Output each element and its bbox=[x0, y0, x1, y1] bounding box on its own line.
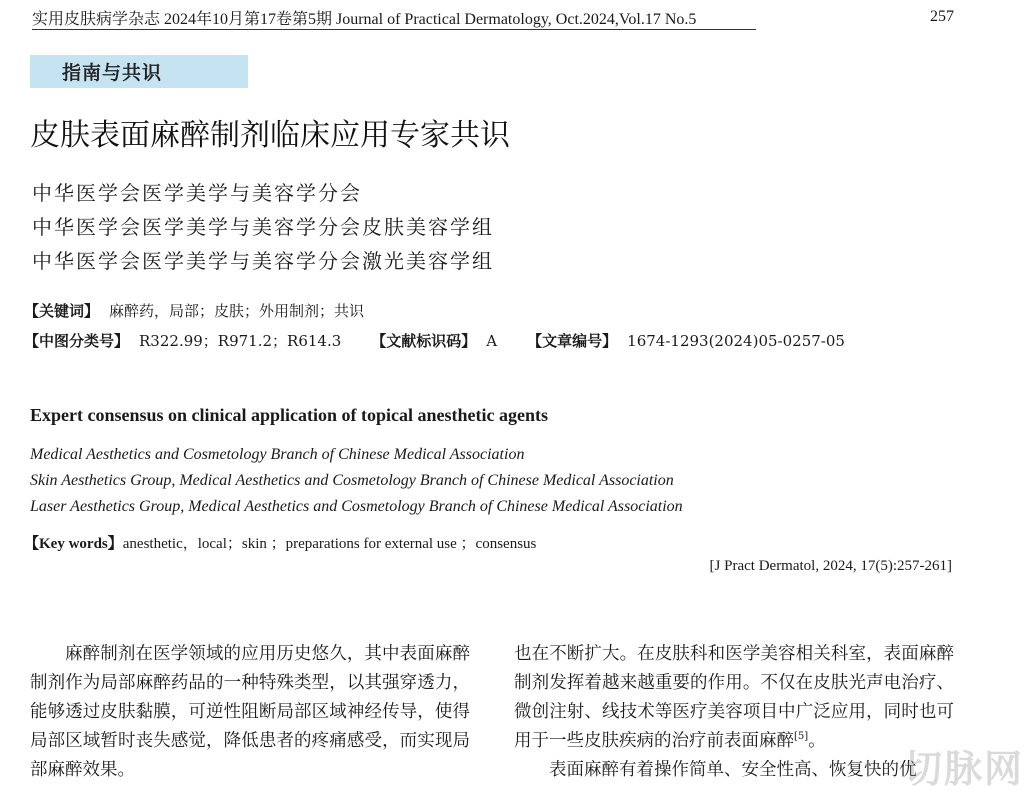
article-no-value: 1674-1293(2024)05-0257-05 bbox=[627, 332, 845, 350]
doc-code-value: A bbox=[486, 332, 498, 350]
body-text-end: 。 bbox=[808, 731, 826, 751]
journal-info: 实用皮肤病学杂志 2024年10月第17卷第5期 Journal of Practical Dermatology, Oct.2024,Vol.17 No.5 bbox=[32, 11, 697, 28]
body-text: 也在不断扩大。在皮肤科和医学美容相关科室，表面麻醉制剂发挥着越来越重要的作用。不仅在皮肤光声电治疗、微创注射、线技术等医疗美容项目中广泛应用，同时也可用于一些皮肤疾病的治疗前表面麻醉 bbox=[514, 644, 954, 751]
author-cn-line: 中华医学会医学美学与美容学分会皮肤美容学组 bbox=[32, 215, 494, 239]
article-no-label: 【文章编号】 bbox=[527, 332, 618, 350]
header-rule bbox=[32, 29, 756, 30]
keywords-en-label: 【Key words】 bbox=[24, 536, 123, 552]
category-badge: 指南与共识 bbox=[30, 55, 248, 88]
keywords-label: 【关键词】 bbox=[24, 302, 100, 320]
journal-header bbox=[32, 6, 954, 30]
page-number: 257 bbox=[930, 8, 954, 25]
body-paragraph: 麻醉制剂在医学领域的应用历史悠久，其中表面麻醉制剂作为局部麻醉药品的一种特殊类型，以其强穿透力，能够透过皮肤黏膜，可逆性阻断局部区域神经传导，使得局部区域暂时丧失感觉，降低患者的疼痛感受，而实现局部麻醉效果。 bbox=[30, 644, 470, 780]
classification-label: 【中图分类号】 bbox=[24, 332, 130, 350]
body-column-left bbox=[30, 640, 470, 785]
citation: [J Pract Dermatol, 2024, 17(5):257-261] bbox=[709, 558, 952, 574]
author-en-line: Medical Aesthetics and Cosmetology Branch of Chinese Medical Association bbox=[30, 446, 525, 463]
authors-en bbox=[30, 442, 683, 520]
body-paragraph: 表面麻醉有着操作简单、安全性高、恢复快的优 bbox=[549, 760, 917, 780]
site-watermark: 切脉网 bbox=[903, 747, 1024, 790]
author-cn-line: 中华医学会医学美学与美容学分会 bbox=[32, 181, 362, 205]
reference-marker[interactable]: [5] bbox=[794, 731, 809, 743]
classification-value: R322.99；R971.2；R614.3 bbox=[139, 332, 342, 350]
body-column-right bbox=[514, 640, 954, 785]
keywords-en-value: anesthetic，local；skin ；preparations for external use ；consensus bbox=[122, 536, 537, 552]
keywords-value: 麻醉药，局部；皮肤；外用制剂；共识 bbox=[109, 302, 365, 320]
author-en-line: Laser Aesthetics Group, Medical Aesthetics and Cosmetology Branch of Chinese Medical Association bbox=[30, 498, 683, 515]
doc-code-label: 【文献标识码】 bbox=[371, 332, 477, 350]
author-cn-line: 中华医学会医学美学与美容学分会激光美容学组 bbox=[32, 249, 494, 273]
keywords-en bbox=[24, 532, 536, 553]
body-paragraph bbox=[514, 640, 954, 756]
article-title-cn: 皮肤表面麻醉制剂临床应用专家共识 bbox=[30, 118, 510, 153]
classification-row bbox=[24, 330, 845, 351]
keywords-cn bbox=[24, 300, 364, 321]
article-title-en: Expert consensus on clinical application of topical anesthetic agents bbox=[30, 405, 549, 425]
author-en-line: Skin Aesthetics Group, Medical Aesthetics and Cosmetology Branch of Chinese Medical Association bbox=[30, 472, 674, 489]
authors-cn bbox=[32, 176, 494, 278]
